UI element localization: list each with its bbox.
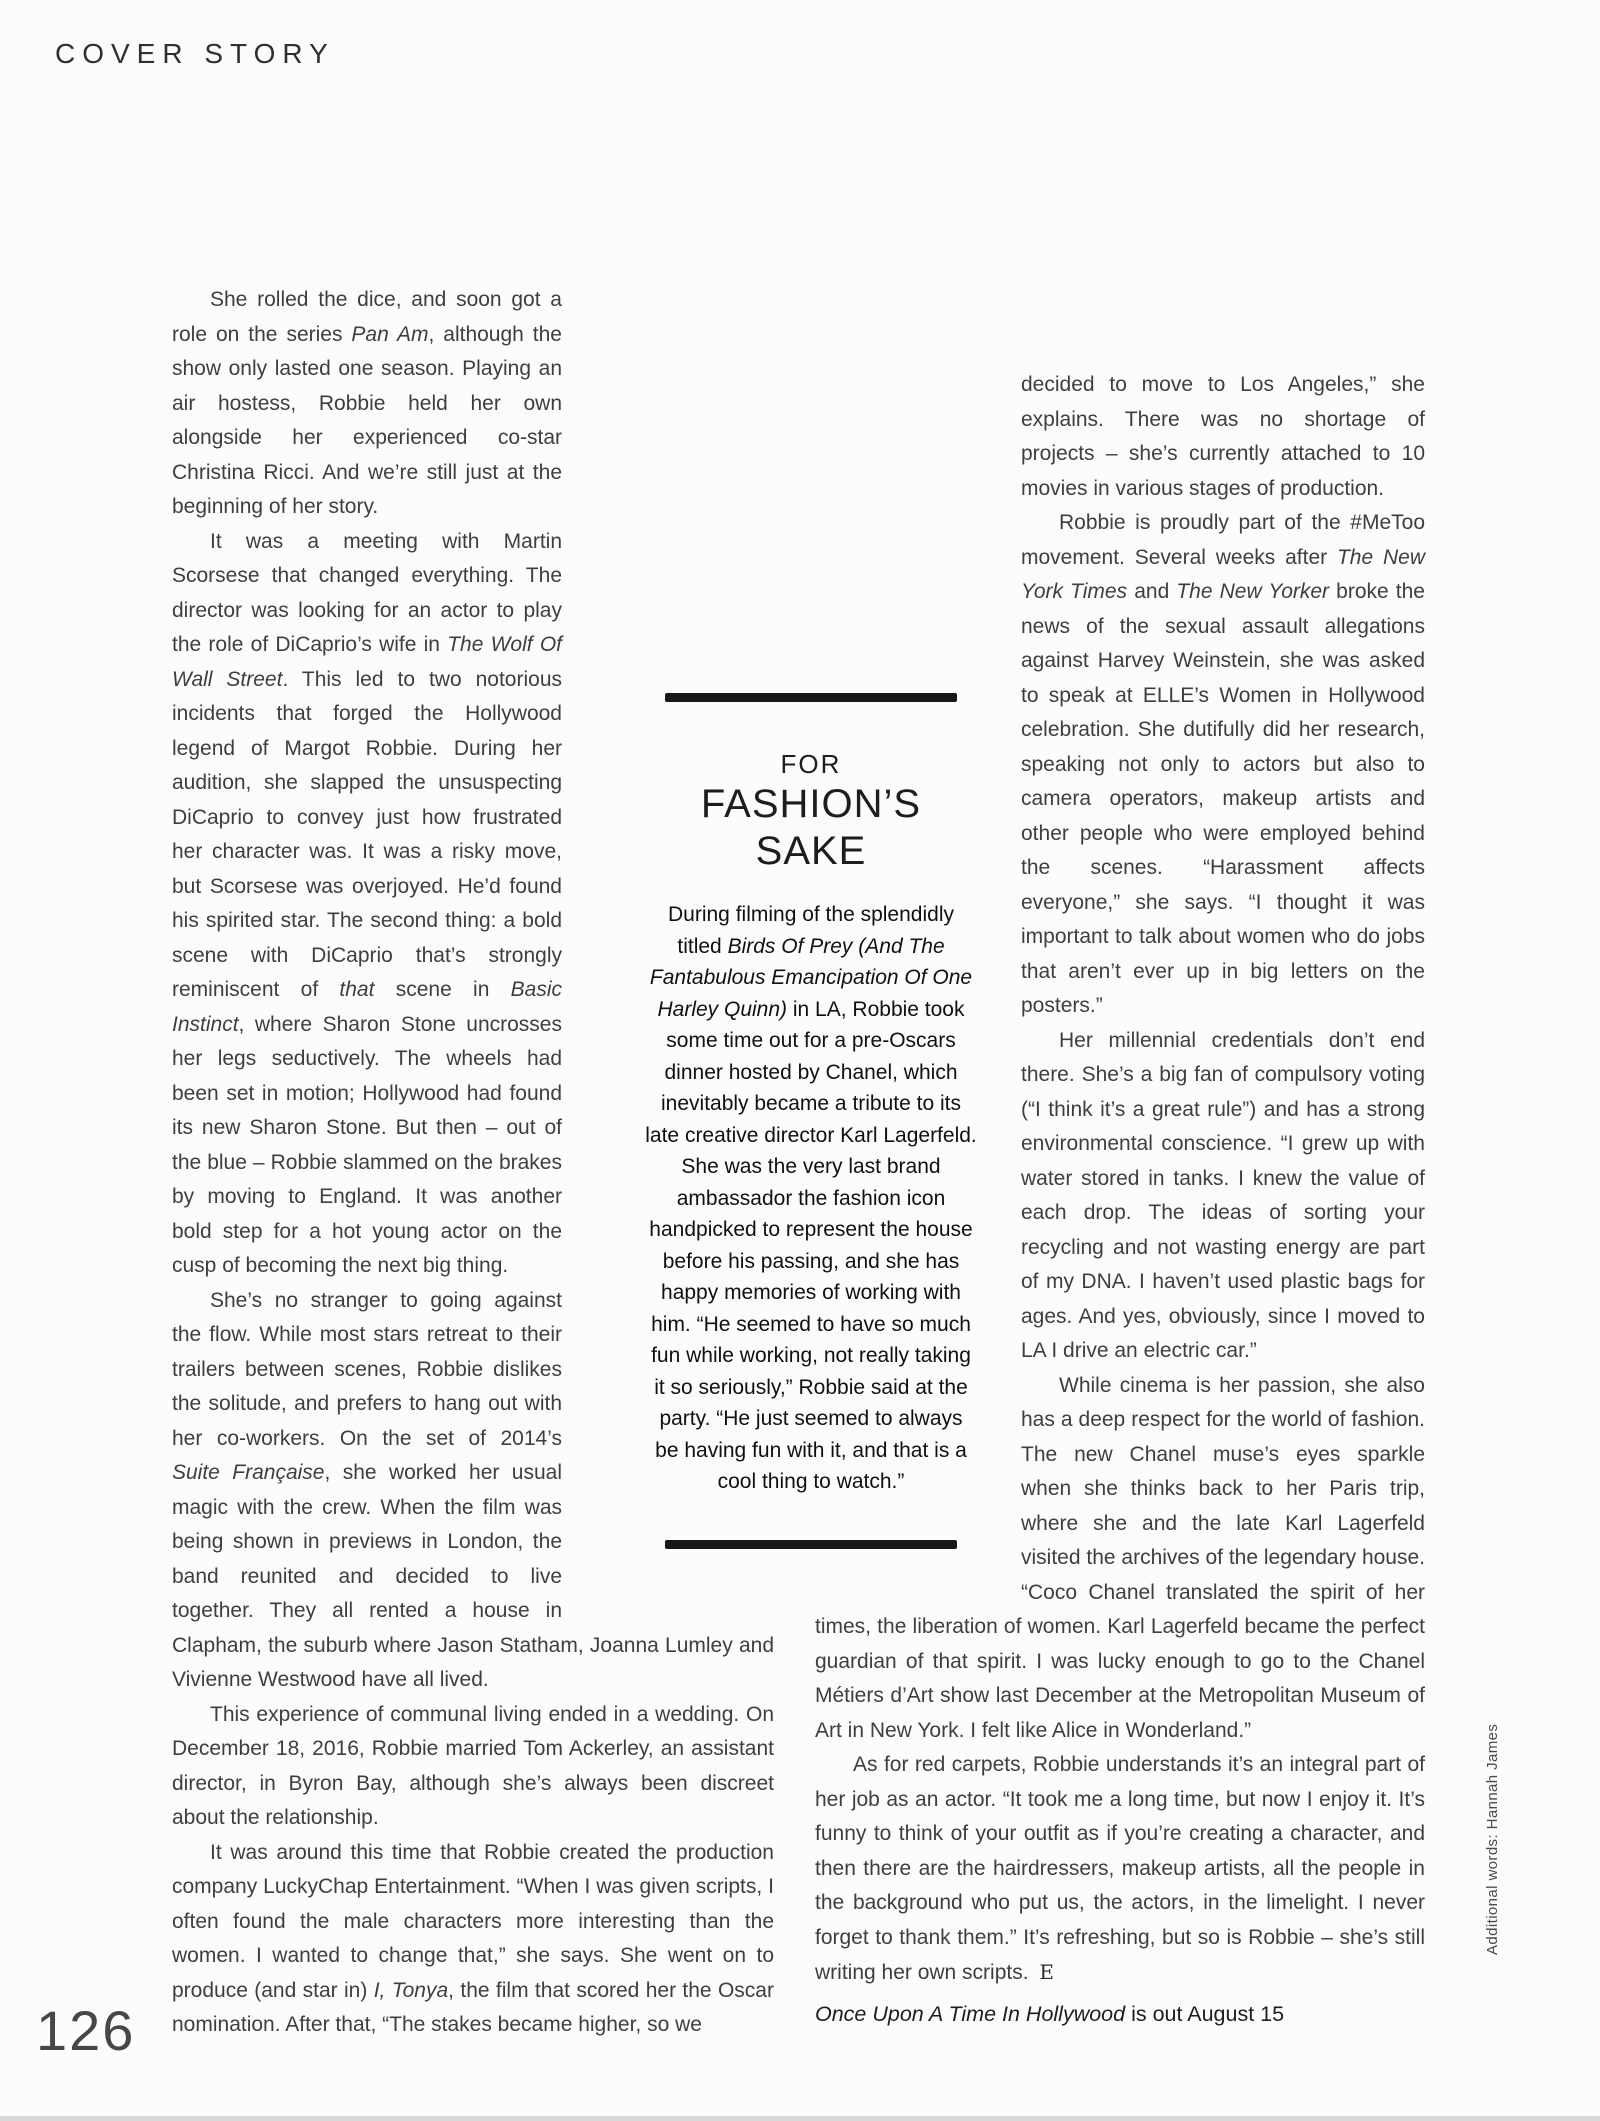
text-run: , the film that scored her the Oscar nomination. After that, “The stakes became higher, so we: [172, 1978, 774, 2036]
vertical-credit: Additional words: Hannah James: [1484, 1723, 1501, 1955]
italic-text-run: Basic Instinct: [172, 978, 562, 1036]
italic-text-run: Once Upon A Time In Hollywood: [815, 2001, 1126, 2026]
box-bottom-rule: [665, 1540, 957, 1549]
text-run: This experience of communal living ended in a wedding. On December 18, 2016, Robbie married Tom Ackerley, an assistant director, in Byron Bay, although she’s always been discreet about the relationship.: [172, 1702, 774, 1829]
page-bottom-edge: [0, 2116, 1600, 2121]
text-run: scene in: [374, 978, 511, 1001]
text-run: , although the show only lasted one season. Playing an air hostess, Robbie held her own alongside her experienced co-star Christina Ricci. And we’re still just at the beginning of her story.: [172, 322, 562, 518]
text-run: While cinema is her passion, she also has a deep respect for the world of fashion. The new Chanel muse’s eyes sparkle when she thinks back to her Paris trip, where she and the late Karl Lagerfeld visited the archives of the legendary house. “Coco Chanel translated the spirit of her times, the liberation of women. Karl Lagerfeld became the perfect guardian of that spirit. I was lucky enough to go to the Chanel Métiers d’Art show last December at the Metropolitan Museum of Art in New York. I felt like Alice in Wonderland.”: [815, 1373, 1425, 1742]
text-run: She rolled the dice, and soon got a role on the series: [172, 288, 562, 346]
italic-text-run: Pan Am: [351, 322, 429, 346]
text-run: . This led to two notorious incidents that forged the Hollywood legend of Margot Robbie. During her audition, she slapped the unsuspecting DiCaprio to convey just how frustrated her character was. It was a risky move, but Scorsese was overjoyed. He’d found his spirited star. The second thing: a bold scene with DiCaprio that’s strongly reminiscent of: [172, 667, 562, 1001]
text-run: decided to move to Los Angeles,” she explains. There was no shortage of projects – she’s currently attached to 10 movies in various stages of production.: [1021, 373, 1425, 500]
box-body-text: [645, 899, 977, 1498]
italic-text-run: that: [339, 978, 375, 1001]
paragraph: [172, 283, 774, 525]
text-run: and: [1127, 580, 1177, 603]
text-run: broke the news of the sexual assault allegations against Harvey Weinstein, she was asked to speak at ELLE’s Women in Hollywood celebration. She dutifully did her research, speaking not only to actors but also to camera operators, makeup artists and other people who were employed behind the scenes. “Harassment affects everyone,” she says. “I thought it was important to talk about women who do jobs that aren’t ever up in big letters on the posters.”: [1021, 580, 1425, 1017]
paragraph: [172, 1698, 774, 1836]
article-end-mark: E: [1039, 1960, 1055, 1984]
text-run: , where Sharon Stone uncrosses her legs seductively. The wheels had been set in motion; Hollywood had found its new Sharon Stone. But then – out of the blue – Robbie slammed on the brakes by moving to England. It was another bold step for a hot young actor on the cusp of becoming the next big thing.: [172, 1012, 562, 1277]
text-run: , she worked her usual magic with the crew. When the film was being shown in previews in London, the band reunited and decided to live together. They all rented a house in Clapham, the suburb where Jason Statham, Joanna Lumley and Vivienne Westwood have all lived.: [172, 1461, 774, 1691]
release-footnote: [815, 1997, 1425, 2031]
italic-text-run: Birds Of Prey (And The Fantabulous Emancipation Of One Harley Quinn): [649, 934, 973, 1021]
text-run: Robbie is proudly part of the #MeToo movement. Several weeks after: [1021, 511, 1425, 569]
box-title-line-3: SAKE: [755, 829, 867, 873]
italic-text-run: The New York Times: [1021, 545, 1425, 603]
page-number: 126: [36, 1999, 136, 2062]
box-title-line-1: FOR: [780, 749, 842, 779]
italic-text-run: The Wolf Of Wall Street: [172, 633, 562, 691]
text-run: Her millennial credentials don’t end there. She’s a big fan of compulsory voting (“I think it’s a great rule”) and has a strong environmental conscience. “I grew up with water stored in tanks. I knew the value of each drop. The ideas of sorting your recycling and not wasting energy are part of my DNA. I haven’t used plastic bags for ages. And yes, obviously, since I moved to LA I drive an electric car.”: [1021, 1028, 1425, 1362]
italic-text-run: Suite Française: [172, 1461, 325, 1484]
section-kicker: COVER STORY: [55, 38, 335, 69]
text-run: It was around this time that Robbie created the production company LuckyChap Entertainment. “When I was given scripts, I often found the male characters more interesting than the women. I wanted to change that,” she says. She went on to produce (and star in): [172, 1840, 774, 2002]
paragraph: [815, 368, 1425, 506]
text-run: During filming of the splendidly titled: [668, 903, 954, 958]
italic-text-run: The New Yorker: [1176, 580, 1330, 603]
text-run: As for red carpets, Robbie understands it’s an integral part of her job as an actor. “It took me a long time, but now I enjoy it. It’s funny to think of your outfit as if you’re creating a character, and then there are the hairdressers, makeup artists, all the people in the background who put us, the actors, in the limelight. I never forget to thank them.” It’s refreshing, but so is Robbie – she’s still writing her own scripts.: [815, 1753, 1425, 1984]
text-run: in LA, Robbie took some time out for a pre-Oscars dinner hosted by Chanel, which inevitably became a tribute to its late creative director Karl Lagerfeld. She was the very last brand ambassador the fashion icon handpicked to represent the house before his passing, and she has happy memories of working with him. “He seemed to have so much fun while working, not really taking it so seriously,” Robbie said at the party. “He just seemed to always be having fun with it, and that is a cool thing to watch.”: [645, 997, 977, 1493]
text-run: She’s no stranger to going against the flow. While most stars retreat to their trailers between scenes, Robbie dislikes the solitude, and prefers to hang out with her co-workers. On the set of 2014’s: [172, 1288, 562, 1450]
box-title-line-2: FASHION’S: [700, 782, 922, 826]
paragraph: [172, 1836, 774, 2043]
paragraph: [815, 1748, 1425, 1991]
box-top-rule: [665, 693, 957, 702]
italic-text-run: I, Tonya: [373, 1978, 449, 2002]
text-run: It was a meeting with Martin Scorsese that changed everything. The director was looking for an actor to play the role of DiCaprio’s wife in: [172, 529, 562, 656]
text-run: is out August 15: [1125, 2001, 1285, 2026]
fashion-sidebar-box: [645, 693, 977, 1549]
